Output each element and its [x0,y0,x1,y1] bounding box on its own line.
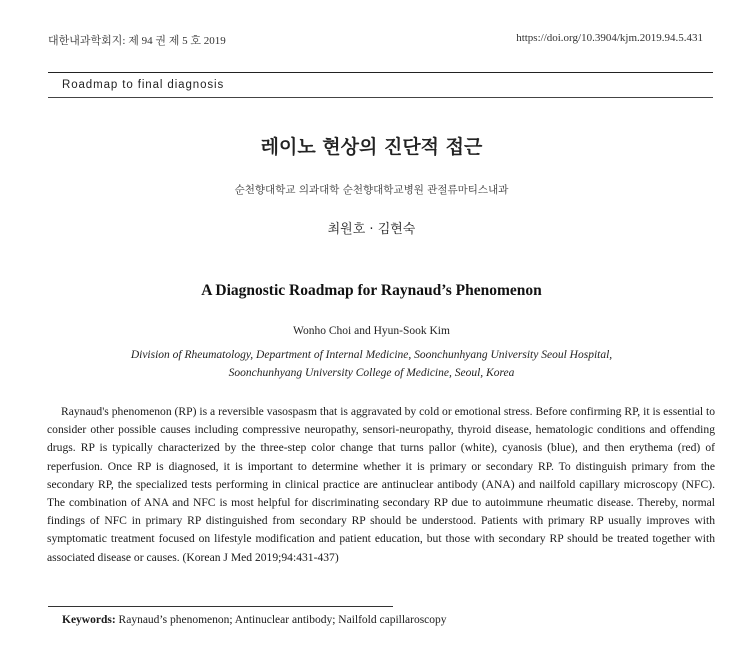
keywords [62,614,447,626]
section-rule [48,97,713,98]
abstract [47,403,715,567]
keywords-rule [48,606,393,607]
page-header [48,32,703,48]
affiliation-line-2: Soonchunhyang University College of Medicine, Seoul, Korea [228,367,515,379]
keywords-label: Keywords: [62,614,116,626]
section-label: Roadmap to final diagnosis [62,79,225,91]
abstract-text: Raynaud's phenomenon (RP) is a reversible vasospasm that is aggravated by cold or emotional stress. Before confirming RP, it is essential to consider other possible causes including compressive neuropathy, sensori-neuropathy, thyroid disease, hematologic conditions and offending drugs. RP is typically characterized by the three-step color change that turns pallor (white), cyanosis (blue), and then erythema (red) of reperfusion. Once RP is diagnosed, it is important to determine whether it is primary or secondary RP. To distinguish primary from the secondary RP, the specialized tests performing in clinical practice are antinuclear antibody (ANA) and nailfold capillary microscopy (NFC). The combination of ANA and NFC is most helpful for discriminating secondary RP due to autoimmune rheumatic disease. Thereby, normal findings of NFC in primary RP distinguished from secondary RP should be understood. Patients with primary RP usually improves with symptomatic treatment focused on lifestyle modification and patient education, but those with secondary RP should be treated together with associated disease or causes. (Korean J Med 2019;94:431-437) [47,405,715,564]
korean-authors: 최원호 · 김현숙 [327,222,416,237]
korean-affiliation: 순천향대학교 의과대학 순천향대학교병원 관절류마티스내과 [234,184,509,196]
english-authors: Wonho Choi and Hyun-Sook Kim [293,325,450,337]
top-rule [48,72,713,73]
affiliation-line-1: Division of Rheumatology, Department of Internal Medicine, Soonchunhyang University Seoul Hospital, [130,349,613,361]
keywords-text: Raynaud’s phenomenon; Antinuclear antibody; Nailfold capillaroscopy [118,614,447,626]
doi-link[interactable]: https://doi.org/10.3904/kjm.2019.94.5.431 [516,32,703,44]
english-affiliation [0,346,743,382]
english-title: A Diagnostic Roadmap for Raynaud’s Phenomenon [201,282,542,299]
korean-title: 레이노 현상의 진단적 접근 [260,136,483,158]
journal-citation: 대한내과학회지: 제 94 권 제 5 호 2019 [48,35,226,47]
